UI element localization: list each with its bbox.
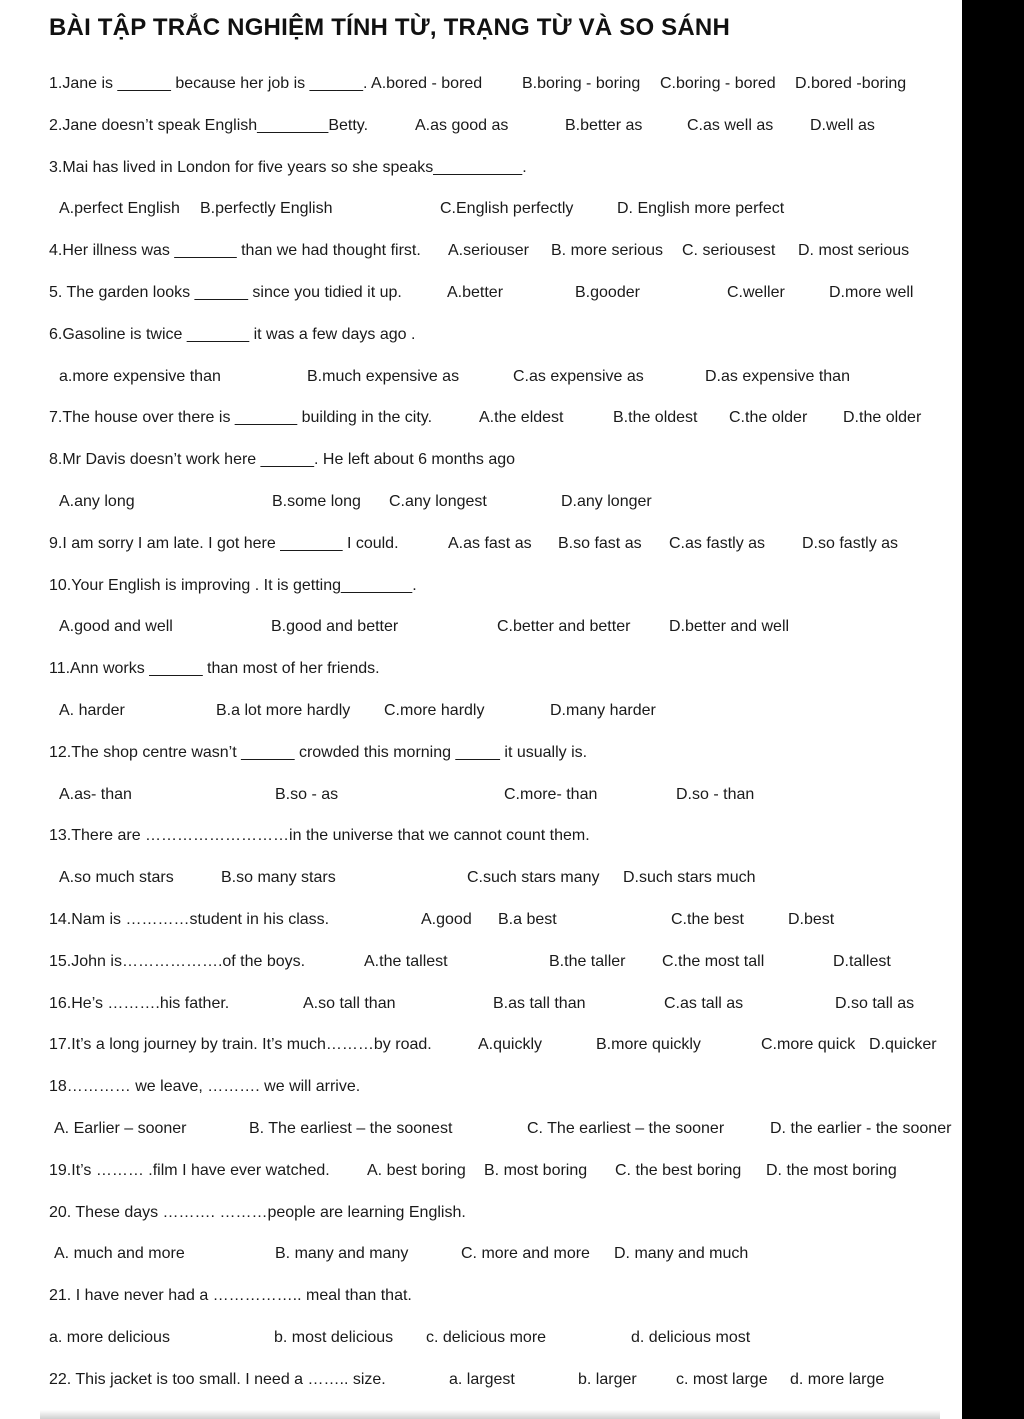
line-text: 4.Her illness was _______ than we had thought first. xyxy=(49,242,421,259)
line-text: c. delicious more xyxy=(426,1329,547,1346)
line-text: 13.There are ………………………in the universe that we cannot count them. xyxy=(49,827,590,844)
line-text: B.much expensive as xyxy=(307,368,460,385)
line-text: D. the earlier - the sooner xyxy=(770,1120,952,1137)
line-text: C.as well as xyxy=(687,117,774,134)
line-text: B.more quickly xyxy=(596,1036,701,1053)
line-text: 16.He’s ……….his father. xyxy=(49,995,230,1012)
line-text: A.so much stars xyxy=(59,869,174,886)
line-text: A.as fast as xyxy=(448,535,532,552)
line-text: B.gooder xyxy=(575,284,640,301)
line-text: C. seriousest xyxy=(682,242,776,259)
line-text: C.as expensive as xyxy=(513,368,644,385)
line-text: A.better xyxy=(447,284,504,301)
line-text: A.seriouser xyxy=(448,242,529,259)
worksheet-line xyxy=(0,744,962,768)
line-text: a. more delicious xyxy=(49,1329,170,1346)
worksheet-line xyxy=(0,117,962,141)
line-text: C. The earliest – the sooner xyxy=(527,1120,725,1137)
worksheet-line xyxy=(0,1245,962,1269)
line-text: D.such stars much xyxy=(623,869,756,886)
worksheet-line xyxy=(0,577,962,601)
line-text: A.the eldest xyxy=(479,409,564,426)
worksheet-line xyxy=(0,618,962,642)
worksheet-line xyxy=(0,159,962,183)
line-text: D.best xyxy=(788,911,835,928)
line-text: A.quickly xyxy=(478,1036,543,1053)
line-text: B. most boring xyxy=(484,1162,588,1179)
line-text: A.the tallest xyxy=(364,953,448,970)
worksheet-line xyxy=(0,1078,962,1102)
line-text: 6.Gasoline is twice _______ it was a few days ago . xyxy=(49,326,416,343)
line-text: C.the most tall xyxy=(662,953,765,970)
line-text: 15.John is……………….of the boys. xyxy=(49,953,306,970)
line-text: D. the most boring xyxy=(766,1162,897,1179)
line-text: B.so many stars xyxy=(221,869,336,886)
worksheet-line xyxy=(0,75,962,99)
line-text: D.quicker xyxy=(869,1036,937,1053)
worksheet-line xyxy=(0,953,962,977)
worksheet-line xyxy=(0,242,962,266)
worksheet-line xyxy=(0,786,962,810)
line-text: B.a best xyxy=(498,911,557,928)
line-text: D.so tall as xyxy=(835,995,915,1012)
line-text: 10.Your English is improving . It is getting________. xyxy=(49,577,417,594)
line-text: C.as tall as xyxy=(664,995,744,1012)
line-text: C.more quick xyxy=(761,1036,856,1053)
line-text: B. many and many xyxy=(275,1245,409,1262)
line-text: C.better and better xyxy=(497,618,631,635)
line-text: B.boring - boring xyxy=(522,75,641,92)
line-text: C.more- than xyxy=(504,786,598,803)
line-text: D. most serious xyxy=(798,242,910,259)
line-text: D.so - than xyxy=(676,786,755,803)
line-text: C.weller xyxy=(727,284,785,301)
worksheet-line xyxy=(0,995,962,1019)
line-text: D.the older xyxy=(843,409,922,426)
line-text: 3.Mai has lived in London for five years so she speaks__________. xyxy=(49,159,527,176)
worksheet-line xyxy=(0,1287,962,1311)
line-text: A. Earlier – sooner xyxy=(54,1120,187,1137)
line-text: 18………… we leave, ………. we will arrive. xyxy=(49,1078,361,1095)
line-text: A.so tall than xyxy=(303,995,396,1012)
line-text: C. the best boring xyxy=(615,1162,742,1179)
line-text: D. English more perfect xyxy=(617,200,785,217)
line-text: A. much and more xyxy=(54,1245,185,1262)
line-text: B.better as xyxy=(565,117,643,134)
line-text: B.the oldest xyxy=(613,409,698,426)
line-text: C. more and more xyxy=(461,1245,590,1262)
line-text: A.good xyxy=(421,911,472,928)
line-text: D.so fastly as xyxy=(802,535,899,552)
line-text: a. largest xyxy=(449,1371,515,1388)
line-text: 11.Ann works ______ than most of her friends. xyxy=(49,660,380,677)
line-text: a.more expensive than xyxy=(59,368,221,385)
line-text: D.tallest xyxy=(833,953,891,970)
worksheet-line xyxy=(0,326,962,350)
worksheet-line xyxy=(0,660,962,684)
worksheet-line xyxy=(0,493,962,517)
line-text: B. The earliest – the soonest xyxy=(249,1120,453,1137)
line-text: C.the older xyxy=(729,409,808,426)
line-text: C.more hardly xyxy=(384,702,485,719)
line-text: A.perfect English xyxy=(59,200,180,217)
line-text: b. most delicious xyxy=(274,1329,394,1346)
worksheet-line xyxy=(0,1204,962,1228)
worksheet-line xyxy=(0,1371,962,1395)
line-text: B.perfectly English xyxy=(200,200,333,217)
worksheet-line xyxy=(0,368,962,392)
worksheet-line xyxy=(0,409,962,433)
worksheet-line xyxy=(0,1120,962,1144)
black-edge-strip xyxy=(962,0,1024,1419)
line-text: D.bored -boring xyxy=(795,75,907,92)
cut-off-next-line xyxy=(40,1410,940,1419)
line-text: C.such stars many xyxy=(467,869,600,886)
line-text: C.the best xyxy=(671,911,744,928)
worksheet-line xyxy=(0,1329,962,1353)
worksheet-line xyxy=(0,200,962,224)
line-text: 1.Jane is ______ because her job is ______. A.bored - bored xyxy=(49,75,483,92)
line-text: c. most large xyxy=(676,1371,768,1388)
line-text: D.well as xyxy=(810,117,875,134)
line-text: 22. This jacket is too small. I need a …….. size. xyxy=(49,1371,386,1388)
line-text: B.some long xyxy=(272,493,361,510)
line-text: D.better and well xyxy=(669,618,790,635)
line-text: C.boring - bored xyxy=(660,75,776,92)
line-text: B.as tall than xyxy=(493,995,586,1012)
line-text: 9.I am sorry I am late. I got here _______ I could. xyxy=(49,535,399,552)
worksheet-line xyxy=(0,702,962,726)
line-text: A.as- than xyxy=(59,786,132,803)
line-text: B.a lot more hardly xyxy=(216,702,351,719)
worksheet-line xyxy=(0,535,962,559)
worksheet-line xyxy=(0,827,962,851)
line-text: 12.The shop centre wasn’t ______ crowded this morning _____ it usually is. xyxy=(49,744,588,761)
line-text: D.more well xyxy=(829,284,914,301)
worksheet-line xyxy=(0,1162,962,1186)
line-text: D.many harder xyxy=(550,702,656,719)
line-text: B.good and better xyxy=(271,618,399,635)
line-text: 14.Nam is …………student in his class. xyxy=(49,911,330,928)
line-text: 2.Jane doesn’t speak English________Betty. xyxy=(49,117,369,134)
worksheet-line xyxy=(0,1036,962,1060)
line-text: 21. I have never had a …………….. meal than that. xyxy=(49,1287,412,1304)
line-text: B.the taller xyxy=(549,953,626,970)
line-text: B.so - as xyxy=(275,786,339,803)
line-text: d. more large xyxy=(790,1371,885,1388)
line-text: C.any longest xyxy=(389,493,487,510)
line-text: A.good and well xyxy=(59,618,173,635)
line-text: A. harder xyxy=(59,702,125,719)
worksheet-line xyxy=(0,869,962,893)
line-text: C.as fastly as xyxy=(669,535,766,552)
worksheet-line xyxy=(0,911,962,935)
line-text: A.as good as xyxy=(415,117,509,134)
worksheet-line xyxy=(0,284,962,308)
line-text: 20. These days ………. ………people are learning English. xyxy=(49,1204,466,1221)
line-text: 5. The garden looks ______ since you tidied it up. xyxy=(49,284,402,301)
worksheet-line xyxy=(0,451,962,475)
line-text: 17.It’s a long journey by train. It’s much………by road. xyxy=(49,1036,432,1053)
line-text: A. best boring xyxy=(367,1162,466,1179)
line-text: 8.Mr Davis doesn’t work here ______. He left about 6 months ago xyxy=(49,451,516,468)
line-text: D.as expensive than xyxy=(705,368,850,385)
line-text: D. many and much xyxy=(614,1245,749,1262)
line-text: 19.It’s ……… .film I have ever watched. xyxy=(49,1162,330,1179)
line-text: B. more serious xyxy=(551,242,664,259)
page-title: BÀI TẬP TRẮC NGHIỆM TÍNH TỪ, TRẠNG TỪ VÀ SO SÁNH xyxy=(49,14,730,41)
line-text: 7.The house over there is _______ building in the city. xyxy=(49,409,433,426)
line-text: A.any long xyxy=(59,493,135,510)
line-text: d. delicious most xyxy=(631,1329,751,1346)
line-text: C.English perfectly xyxy=(440,200,574,217)
line-text: b. larger xyxy=(578,1371,637,1388)
line-text: B.so fast as xyxy=(558,535,642,552)
line-text: D.any longer xyxy=(561,493,652,510)
